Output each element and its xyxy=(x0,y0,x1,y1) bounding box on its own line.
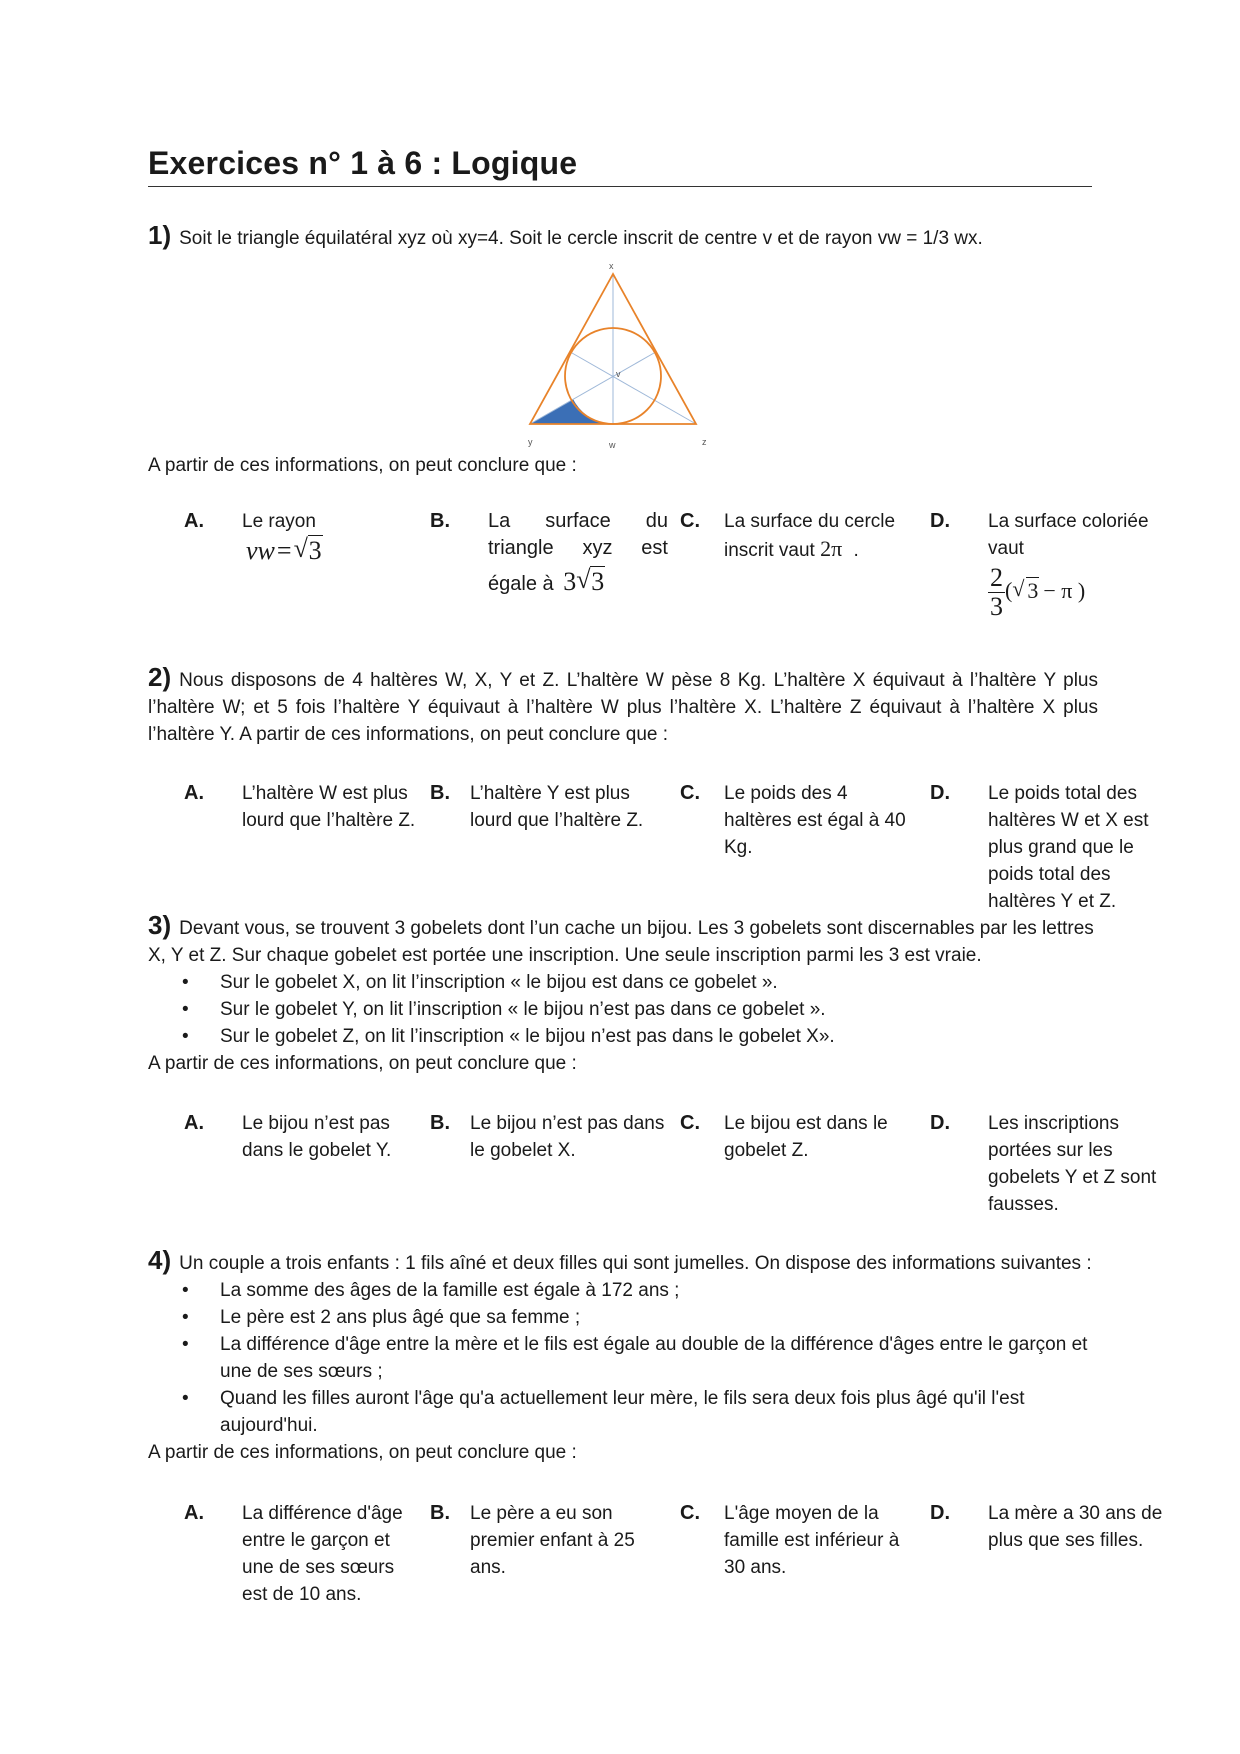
question-1 xyxy=(148,222,1098,252)
option-c: Le poids des 4 haltères est égal à 40 Kg. xyxy=(724,783,906,858)
math-coef: 3 xyxy=(563,567,577,596)
q2-line3: l’haltère Y. A partir de ces informations, on peut conclure que : xyxy=(148,724,669,745)
option-a-text: Le rayon xyxy=(242,511,316,532)
option-b-line2: triangle xyz est xyxy=(488,537,668,559)
list-item: • Quand les filles auront l'âge qu'a actuellement leur mère, le fils sera deux fois plus âgé qu'il l'est aujourd'hui. xyxy=(220,1385,1100,1439)
q3-bullets xyxy=(148,969,1098,1050)
option-c: L'âge moyen de la famille est inférieur à 30 ans. xyxy=(724,1503,900,1578)
option-b-line3: égale à 3√ 3 xyxy=(488,568,668,598)
list-item: • Sur le gobelet Z, on lit l’inscription « le bijou n’est pas dans le gobelet X». xyxy=(220,1023,1098,1050)
label-w: w xyxy=(609,440,616,450)
option-letter-b: B. xyxy=(430,510,450,532)
option-letter-c: C. xyxy=(680,782,700,804)
option-d-math: $\frac{2}{3}$ (√ 3 − π ) xyxy=(988,564,1178,621)
option-letter-a: A. xyxy=(184,782,204,804)
option-letter-c: C. xyxy=(680,1502,700,1524)
math-var: vw xyxy=(246,536,275,565)
label-y: y xyxy=(528,437,533,447)
option-letter-b: B. xyxy=(430,1502,450,1524)
option-d: La mère a 30 ans de plus que ses filles. xyxy=(988,1503,1163,1551)
option-letter-c: C. xyxy=(680,1112,700,1134)
question-4 xyxy=(148,1247,1098,1466)
option-b-line1: La surface du xyxy=(488,510,668,532)
option-a: L’haltère W est plus lourd que l’haltère Z. xyxy=(242,783,416,831)
option-letter-a: A. xyxy=(184,1112,204,1134)
question-3 xyxy=(148,912,1098,1077)
q1-conclude: A partir de ces informations, on peut conclure que : xyxy=(148,455,577,476)
q4-options xyxy=(148,1500,1178,1640)
option-letter-b: B. xyxy=(430,782,450,804)
option-a-math xyxy=(246,537,412,567)
triangle-figure xyxy=(518,258,722,454)
option-letter-d: D. xyxy=(930,510,950,532)
q3-options xyxy=(148,1110,1178,1250)
list-item: • Le père est 2 ans plus âgé que sa femme ; xyxy=(220,1304,1100,1331)
option-letter-a: A. xyxy=(184,510,204,532)
question-2 xyxy=(148,664,1098,748)
q4-conclude: A partir de ces informations, on peut conclure que : xyxy=(148,1442,577,1463)
option-c: Le bijou est dans le gobelet Z. xyxy=(724,1113,888,1161)
q3-line1: 3) Devant vous, se trouvent 3 gobelets dont l’un cache un bijou. Les 3 gobelets sont discernables par les lettres xyxy=(148,910,1094,940)
option-letter-d: D. xyxy=(930,782,950,804)
option-letter-b: B. xyxy=(430,1112,450,1134)
option-b xyxy=(488,508,668,598)
math-fraction: $\frac{2}{3}$ xyxy=(990,563,1003,621)
list-item: • Sur le gobelet Y, on lit l’inscription « le bijou n’est pas dans ce gobelet ». xyxy=(220,996,1098,1023)
option-a: La différence d'âge entre le garçon et une de ses sœurs est de 10 ans. xyxy=(242,1503,403,1605)
question-number: 1) xyxy=(148,220,172,250)
option-b: L’haltère Y est plus lourd que l’haltère Z. xyxy=(470,783,644,831)
median-z xyxy=(572,353,696,424)
list-item: • La somme des âges de la famille est égale à 172 ans ; xyxy=(220,1277,1100,1304)
question-text: Soit le triangle équilatéral xyz où xy=4. Soit le cercle inscrit de centre v et de rayon vw = 1/3 wx. xyxy=(179,228,983,249)
q2-line2: l’haltère W; et 5 fois l’haltère Y équivaut à l’haltère W plus l’haltère X. L’haltère Z équivaut à l’haltère X plus xyxy=(148,697,1098,718)
option-d: Le poids total des haltères W et X est plus grand que le poids total des haltères Y et Z. xyxy=(988,783,1149,912)
option-a xyxy=(242,508,412,567)
option-b: Le père a eu son premier enfant à 25 ans. xyxy=(470,1503,635,1578)
math-sqrt: √ 3 xyxy=(294,537,323,564)
page-title: Exercices n° 1 à 6 : Logique xyxy=(148,145,578,181)
label-z: z xyxy=(702,437,707,447)
option-d-line1: La surface coloriée xyxy=(988,511,1149,532)
q1-options xyxy=(148,508,1178,648)
figure-shapes xyxy=(530,274,696,424)
option-letter-a: A. xyxy=(184,1502,204,1524)
math-eq: = xyxy=(276,536,292,565)
list-item: • Sur le gobelet X, on lit l’inscription « le bijou est dans ce gobelet ». xyxy=(220,969,1098,996)
q4-bullets xyxy=(148,1277,1100,1439)
option-d xyxy=(988,508,1178,621)
q3-line2: X, Y et Z. Sur chaque gobelet est portée une inscription. Une seule inscription parmi les 3 est vraie. xyxy=(148,945,982,966)
option-b: Le bijou n’est pas dans le gobelet X. xyxy=(470,1113,665,1161)
option-d-line2: vaut xyxy=(988,538,1024,559)
option-letter-d: D. xyxy=(930,1502,950,1524)
math-sqrt: √ 3 xyxy=(576,568,605,595)
option-c-line2: inscrit vaut 2π . xyxy=(724,536,859,561)
title-underline xyxy=(148,186,1092,187)
median-y xyxy=(530,353,654,424)
option-letter-d: D. xyxy=(930,1112,950,1134)
option-d: Les inscriptions portées sur les gobelets Y et Z sont fausses. xyxy=(988,1113,1157,1215)
list-item: • La différence d'âge entre la mère et le fils est égale au double de la différence d'âges entre le garçon et une de ses sœurs ; xyxy=(220,1331,1100,1385)
option-c-line1: La surface du cercle xyxy=(724,511,896,532)
option-letter-c: C. xyxy=(680,510,700,532)
q4-line1: 4) Un couple a trois enfants : 1 fils aîné et deux filles qui sont jumelles. On dispose des informations suivantes : xyxy=(148,1245,1092,1275)
label-x: x xyxy=(609,261,614,271)
q2-line1: 2) Nous disposons de 4 haltères W, X, Y et Z. L’haltère W pèse 8 Kg. L’haltère X équivaut à l’haltère Y plus xyxy=(148,662,1098,692)
q2-options xyxy=(148,780,1178,920)
label-v: v xyxy=(616,369,621,379)
option-a: Le bijou n’est pas dans le gobelet Y. xyxy=(242,1113,392,1161)
option-c xyxy=(724,508,920,564)
q3-conclude: A partir de ces informations, on peut conclure que : xyxy=(148,1053,577,1074)
